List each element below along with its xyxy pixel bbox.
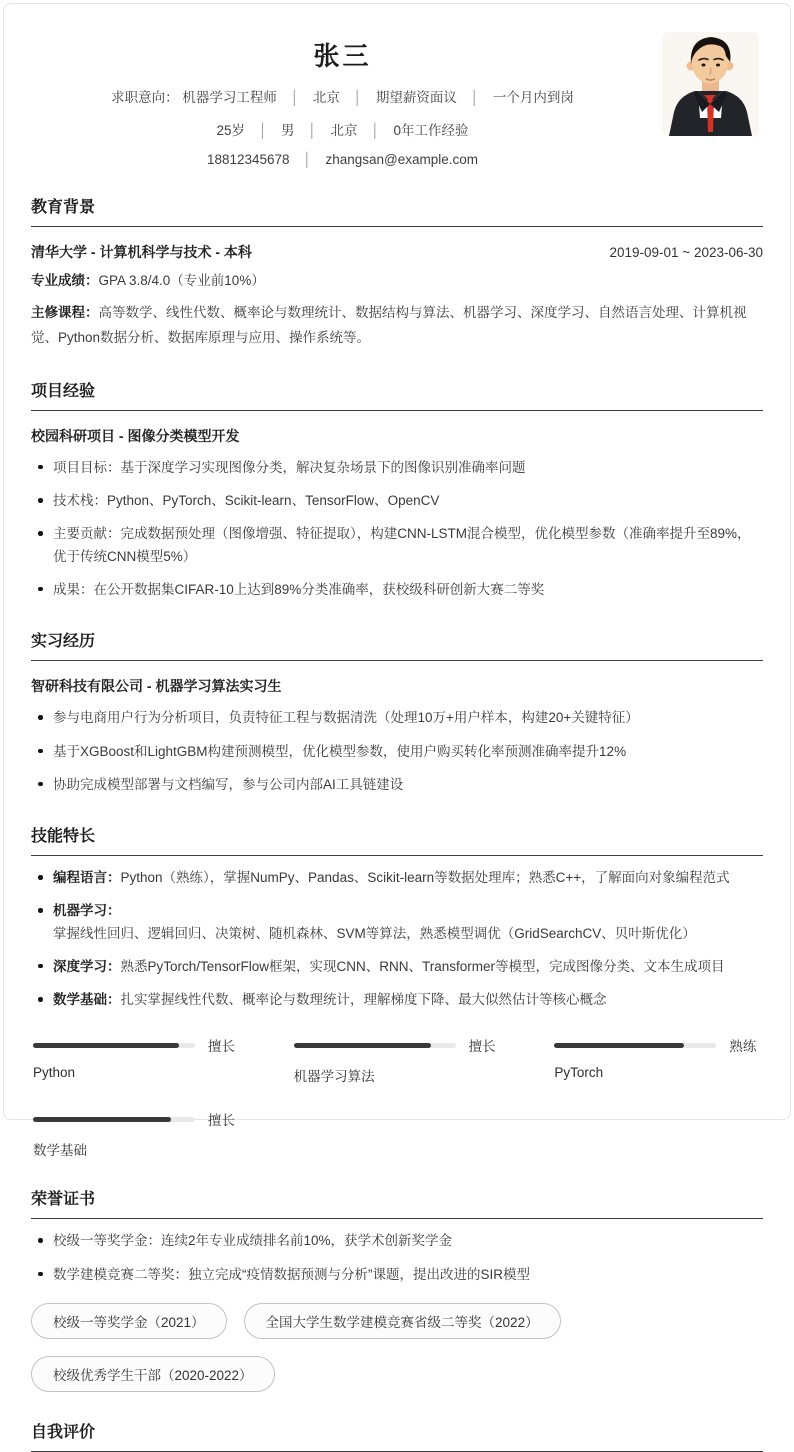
- phone-number: 18812345678: [206, 152, 290, 167]
- section-internship: [31, 628, 763, 796]
- honor-tag: 校级一等奖学金（2021）: [31, 1303, 227, 1339]
- skill-bar-pytorch: [554, 1035, 763, 1085]
- project-title: 校园科研项目 - 图像分类模型开发: [31, 427, 240, 444]
- resume-page: [3, 3, 791, 1441]
- skill-bar-row: [554, 1035, 763, 1055]
- internship-entry-header: [31, 676, 763, 696]
- honor-tags-row: [31, 1303, 763, 1392]
- job-intent-line: [31, 86, 654, 106]
- skill-bar-ml: [294, 1035, 503, 1085]
- intent-item: 一个月内到岗: [492, 90, 574, 105]
- section-skills: [31, 823, 763, 1159]
- honors-bullet-list: [31, 1230, 763, 1286]
- resume-header: [31, 28, 763, 167]
- basic-item: 0年工作经验: [393, 123, 469, 138]
- separator: │: [353, 90, 363, 105]
- basic-item: 男: [281, 123, 295, 138]
- skill-text: 熟悉PyTorch/TensorFlow框架，实现CNN、RNN、Transformer等模型，完成图像分类、文本生成项目: [120, 958, 725, 974]
- skill-level-label: 擅长: [208, 1039, 235, 1055]
- list-item: 主要贡献：完成数据预处理（图像增强、特征提取），构建CNN-LSTM混合模型，优化模型参数（准确率提升至89%，优于传统CNN模型5%）: [31, 523, 763, 568]
- skill-bar-fill: [554, 1043, 684, 1048]
- list-item: 技术栈：Python、PyTorch、Scikit-learn、TensorFlow、OpenCV: [31, 490, 763, 512]
- courses-row: [31, 301, 763, 351]
- skill-name: PyTorch: [554, 1065, 604, 1081]
- project-bullet-list: [31, 457, 763, 601]
- skill-bar-track: [33, 1043, 195, 1048]
- skill-text: 掌握线性回归、逻辑回归、决策树、随机森林、SVM等算法，熟悉模型调优（GridSearchCV、贝叶斯优化）: [53, 925, 696, 941]
- separator: │: [308, 123, 317, 138]
- profile-photo: [662, 32, 759, 136]
- skill-bar-fill: [33, 1043, 179, 1048]
- basic-item: 25岁: [216, 123, 246, 138]
- skill-label: 编程语言：: [53, 870, 121, 886]
- skill-label: 机器学习：: [53, 903, 121, 919]
- list-item: 协助完成模型部署与文档编写，参与公司内部AI工具链建设: [31, 774, 763, 796]
- skill-bar-python: [33, 1035, 242, 1085]
- section-title-self-evaluation: 自我评价: [31, 1419, 763, 1452]
- list-item: 项目目标：基于深度学习实现图像分类，解决复杂场景下的图像识别准确率问题: [31, 457, 763, 479]
- job-intent-label: 求职意向：: [111, 90, 179, 105]
- section-education: [31, 194, 763, 351]
- candidate-name: 张三: [313, 41, 372, 71]
- list-item: 成果：在公开数据集CIFAR-10上达到89%分类准确率，获校级科研创新大赛二等奖: [31, 579, 763, 601]
- gpa-value: GPA 3.8/4.0（专业前10%）: [98, 273, 265, 288]
- separator: │: [258, 123, 268, 138]
- skill-label: 深度学习：: [53, 958, 121, 974]
- skill-level-label: 擅长: [468, 1039, 496, 1055]
- skill-bar-row: [33, 1035, 242, 1055]
- basic-item: 北京: [330, 123, 358, 138]
- education-dates: 2019-09-01 ~ 2023-06-30: [609, 245, 763, 260]
- honor-tag: 校级优秀学生干部（2020-2022）: [31, 1356, 275, 1392]
- separator: │: [470, 90, 480, 105]
- intent-item: 北京: [312, 90, 340, 105]
- list-item: 基于XGBoost和LightGBM构建预测模型，优化模型参数，使用户购买转化率预测准确率提升12%: [31, 741, 763, 763]
- skill-name: 机器学习算法: [293, 1069, 375, 1085]
- skill-bar-track: [294, 1043, 456, 1048]
- list-item: 参与电商用户行为分析项目，负责特征工程与数据清洗（处理10万+用户样本，构建20+关键特征）: [31, 707, 763, 729]
- intent-item: 机器学习工程师: [182, 90, 277, 105]
- gpa-row: [31, 269, 763, 294]
- section-title-internship: 实习经历: [31, 628, 763, 661]
- honor-tag: 全国大学生数学建模竞赛省级二等奖（2022）: [244, 1303, 561, 1339]
- gpa-label: 专业成绩：: [31, 273, 99, 288]
- section-self-evaluation: [31, 1419, 763, 1452]
- section-title-honors: 荣誉证书: [31, 1186, 763, 1219]
- list-item: [31, 956, 763, 978]
- basic-info-line: [31, 119, 654, 139]
- skill-bar-fill: [294, 1043, 432, 1048]
- skill-level-label: 熟练: [729, 1039, 757, 1055]
- separator: │: [303, 152, 312, 167]
- skill-name: 数学基础: [33, 1143, 87, 1159]
- school-degree: 清华大学 - 计算机科学与技术 - 本科: [31, 244, 252, 260]
- skill-text: Python（熟练），掌握NumPy、Pandas、Scikit-learn等数据处理库；熟悉C++，了解面向对象编程范式: [120, 870, 730, 886]
- courses-value: 高等数学、线性代数、概率论与数理统计、数据结构与算法、机器学习、深度学习、自然语言处理、计算机视觉、Python数据分析、数据库原理与应用、操作系统等。: [31, 304, 747, 345]
- project-entry-header: [31, 426, 763, 446]
- list-item: 校级一等奖学金：连续2年专业成绩排名前10%，获学术创新奖学金: [31, 1230, 763, 1252]
- list-item: [31, 900, 763, 945]
- skill-bar-fill: [33, 1117, 171, 1122]
- skill-bar-math: [33, 1109, 242, 1159]
- separator: │: [290, 90, 300, 105]
- skill-level-label: 擅长: [208, 1113, 235, 1129]
- list-item: [31, 989, 763, 1011]
- skill-name: Python: [33, 1065, 76, 1081]
- section-title-projects: 项目经验: [31, 378, 763, 411]
- skill-text: 扎实掌握线性代数、概率论与数理统计，理解梯度下降、最大似然估计等核心概念: [120, 992, 607, 1008]
- section-title-education: 教育背景: [31, 194, 763, 227]
- skill-bar-track: [554, 1043, 716, 1048]
- skill-label: 数学基础：: [53, 992, 121, 1008]
- list-item: [31, 867, 763, 889]
- skill-bar-row: [294, 1035, 503, 1055]
- skills-bullet-list: [31, 867, 763, 1011]
- skill-bar-row: [33, 1109, 242, 1129]
- skill-bar-track: [33, 1117, 195, 1122]
- section-projects: [31, 378, 763, 601]
- section-title-skills: 技能特长: [31, 823, 763, 856]
- courses-label: 主修课程：: [31, 304, 99, 320]
- internship-bullet-list: [31, 707, 763, 796]
- education-entry-header: [31, 242, 763, 262]
- skill-bars-grid: [31, 1035, 763, 1159]
- list-item: 数学建模竞赛二等奖：独立完成“疫情数据预测与分析”课题，提出改进的SIR模型: [31, 1264, 763, 1286]
- section-honors: [31, 1186, 763, 1392]
- header-text-block: [31, 28, 654, 167]
- intent-item: 期望薪资面议: [375, 90, 457, 105]
- separator: │: [371, 123, 380, 138]
- avatar-illustration: [662, 32, 759, 136]
- email-address: zhangsan@example.com: [325, 152, 479, 167]
- contact-line: [31, 152, 654, 167]
- internship-title: 智研科技有限公司 - 机器学习算法实习生: [31, 678, 282, 695]
